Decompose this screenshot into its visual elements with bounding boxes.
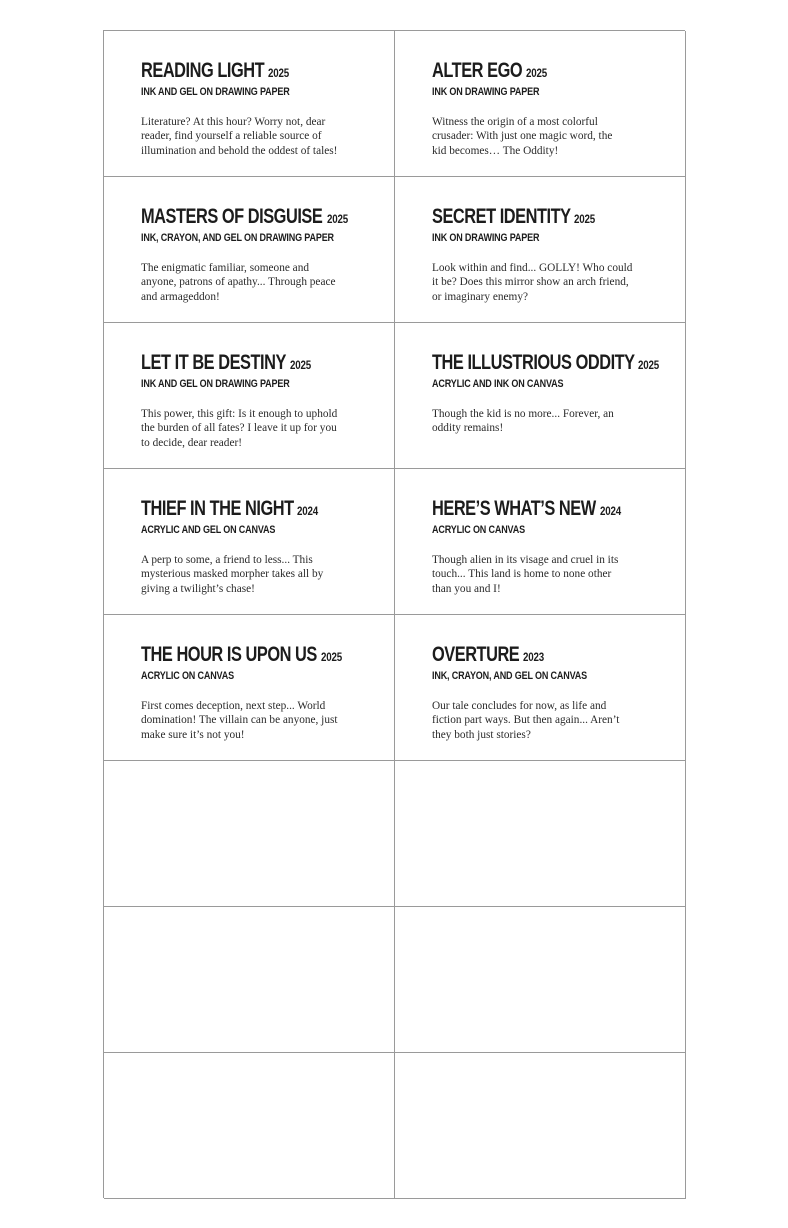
description-line: giving a twilight’s chase!: [141, 582, 255, 595]
artwork-medium: INK ON DRAWING PAPER: [432, 86, 540, 98]
artwork-year: 2025: [268, 68, 290, 80]
description-line: fiction part ways. But then again... Aren’t: [432, 714, 620, 727]
description-line: to decide, dear reader!: [141, 436, 242, 449]
artwork-title: THE ILLUSTRIOUS ODDITY: [432, 351, 635, 374]
artwork-label: [395, 323, 686, 469]
artwork-medium: ACRYLIC AND INK ON CANVAS: [432, 378, 564, 390]
description-line: reader, find yourself a reliable source of: [141, 130, 322, 143]
description-line: kid becomes… The Oddity!: [432, 144, 559, 157]
artwork-label: [104, 177, 395, 323]
artwork-title: THIEF IN THE NIGHT: [141, 497, 294, 520]
artwork-title: SECRET IDENTITY: [432, 205, 571, 228]
empty-label-cell: [104, 761, 395, 907]
artwork-description: [432, 407, 654, 436]
title-line: [141, 349, 376, 377]
artwork-description: [141, 407, 363, 450]
artwork-year: 2024: [297, 506, 319, 518]
artwork-title: OVERTURE: [432, 643, 520, 666]
artwork-title: LET IT BE DESTINY: [141, 351, 286, 374]
description-line: Our tale concludes for now, as life and: [432, 700, 607, 712]
artwork-label: [104, 31, 395, 177]
empty-label-cell: [395, 1053, 686, 1199]
description-line: First comes deception, next step... World: [141, 700, 326, 712]
title-line: [141, 203, 376, 231]
title-line: [432, 495, 667, 523]
description-line: mysterious masked morpher takes all by: [141, 568, 324, 581]
description-line: oddity remains!: [432, 422, 504, 435]
description-line: Though the kid is no more... Forever, an: [432, 408, 614, 420]
description-line: Literature? At this hour? Worry not, dear: [141, 116, 326, 128]
description-line: crusader: With just one magic word, the: [432, 130, 613, 143]
artwork-description: [432, 699, 654, 742]
artwork-medium: INK AND GEL ON DRAWING PAPER: [141, 378, 290, 390]
artwork-year: 2025: [574, 214, 596, 226]
description-line: The enigmatic familiar, someone and: [141, 262, 309, 274]
title-line: [432, 349, 667, 377]
artwork-year: 2023: [523, 652, 545, 664]
title-line: [141, 57, 376, 85]
empty-label-cell: [104, 907, 395, 1053]
title-line: [141, 641, 376, 669]
description-line: A perp to some, a friend to less... This: [141, 554, 313, 566]
artwork-year: 2025: [525, 68, 547, 80]
artwork-label: [395, 469, 686, 615]
artwork-title: READING LIGHT: [141, 59, 265, 82]
description-line: domination! The villain can be anyone, just: [141, 714, 338, 727]
artwork-description: [432, 553, 654, 596]
artwork-title: ALTER EGO: [432, 59, 523, 82]
empty-label-cell: [395, 907, 686, 1053]
description-line: they both just stories?: [432, 728, 531, 741]
description-line: illumination and behold the oddest of tales!: [141, 144, 338, 157]
artwork-year: 2025: [321, 652, 343, 664]
description-line: and armageddon!: [141, 290, 220, 303]
artwork-medium: ACRYLIC AND GEL ON CANVAS: [141, 524, 276, 536]
artwork-description: [432, 261, 654, 304]
artwork-title: MASTERS OF DISGUISE: [141, 205, 323, 228]
artwork-description: [141, 699, 363, 742]
title-line: [432, 57, 667, 85]
label-sheet: [103, 30, 685, 1198]
artwork-medium: ACRYLIC ON CANVAS: [432, 524, 525, 536]
description-line: the burden of all fates? I leave it up for you: [141, 422, 337, 435]
description-line: make sure it’s not you!: [141, 728, 245, 741]
artwork-label: [395, 615, 686, 761]
artwork-medium: INK AND GEL ON DRAWING PAPER: [141, 86, 290, 98]
artwork-description: [141, 261, 363, 304]
artwork-title: THE HOUR IS UPON US: [141, 643, 317, 666]
description-line: touch... This land is home to none other: [432, 568, 612, 581]
artwork-year: 2025: [326, 214, 348, 226]
empty-label-cell: [395, 761, 686, 907]
artwork-medium: ACRYLIC ON CANVAS: [141, 670, 234, 682]
artwork-label: [104, 469, 395, 615]
title-line: [432, 203, 667, 231]
title-line: [141, 495, 376, 523]
artwork-medium: INK ON DRAWING PAPER: [432, 232, 540, 244]
description-line: it be? Does this mirror show an arch friend,: [432, 276, 629, 289]
description-line: anyone, patrons of apathy... Through peace: [141, 276, 336, 289]
title-line: [432, 641, 667, 669]
description-line: This power, this gift: Is it enough to uphold: [141, 408, 338, 420]
artwork-description: [432, 115, 654, 158]
description-line: Though alien in its visage and cruel in its: [432, 554, 619, 566]
description-line: or imaginary enemy?: [432, 290, 528, 303]
artwork-year: 2025: [638, 360, 660, 372]
artwork-year: 2024: [599, 506, 621, 518]
description-line: than you and I!: [432, 582, 501, 595]
artwork-title: HERE’S WHAT’S NEW: [432, 497, 596, 520]
empty-label-cell: [104, 1053, 395, 1199]
artwork-medium: INK, CRAYON, AND GEL ON CANVAS: [432, 670, 587, 682]
artwork-label: [395, 31, 686, 177]
artwork-label: [104, 323, 395, 469]
artwork-label: [395, 177, 686, 323]
artwork-label: [104, 615, 395, 761]
artwork-medium: INK, CRAYON, AND GEL ON DRAWING PAPER: [141, 232, 334, 244]
artwork-year: 2025: [289, 360, 311, 372]
artwork-description: [141, 553, 363, 596]
description-line: Look within and find... GOLLY! Who could: [432, 262, 633, 274]
description-line: Witness the origin of a most colorful: [432, 116, 598, 128]
artwork-description: [141, 115, 363, 158]
